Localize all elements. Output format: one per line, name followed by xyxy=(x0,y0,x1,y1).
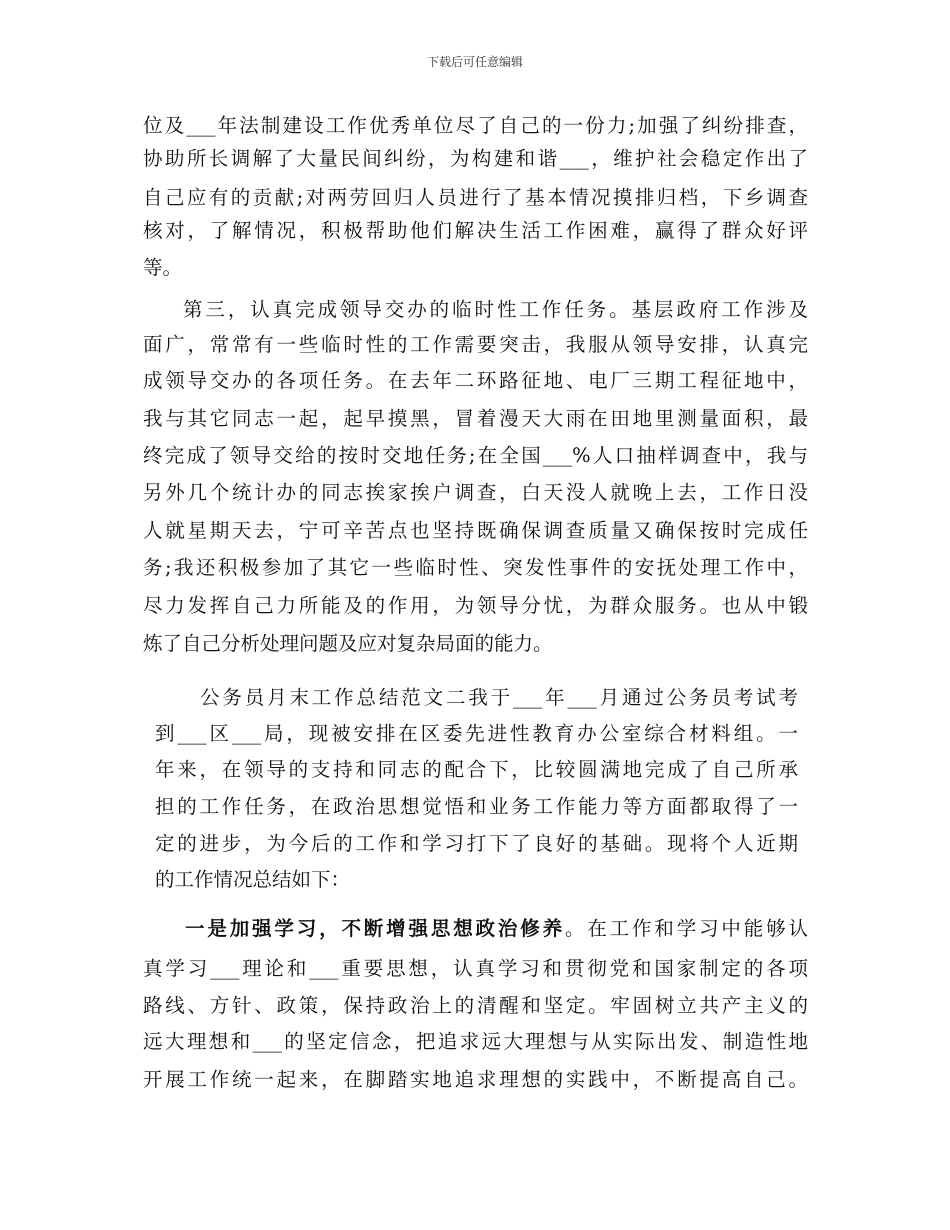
para1-line-1: 位及___年法制建设工作优秀单位尽了自己的一份力;加强了纠纷排查， xyxy=(143,114,808,137)
para4-lead-rest: 。在工作和学习中能够认 xyxy=(564,917,808,940)
para4-bold-lead: 一是加强学习，不断增强思想政治修养 xyxy=(185,917,565,940)
para2-line-2: 面广，常常有一些临时性的工作需要突击，我服从领导安排，认真完 xyxy=(143,333,808,356)
para2-line-9: 尽力发挥自己力所能及的作用，为领导分忧，为群众服务。也从中锻 xyxy=(143,594,808,617)
para4-line-3: 路线、方针、政策，保持政治上的清醒和坚定。牢固树立共产主义的 xyxy=(143,994,808,1017)
para1-line-4: 核对，了解情况，积极帮助他们解决生活工作困难，赢得了群众好评 xyxy=(143,219,808,242)
para2-line-8: 务;我还积极参加了其它一些临时性、突发性事件的安抚处理工作中， xyxy=(143,556,808,579)
para4-line-2: 真学习___理论和___重要思想，认真学习和贯彻党和国家制定的各项 xyxy=(143,957,808,980)
para4-line-1 xyxy=(185,914,808,944)
para3-line-6: 的工作情况总结如下： xyxy=(155,868,351,891)
para3-line-3: 年来，在领导的支持和同志的配合下，比较圆满地完成了自己所承 xyxy=(155,758,798,781)
para2-line-1: 第三，认真完成领导交办的临时性工作任务。基层政府工作涉及 xyxy=(183,298,808,321)
para3-line-5: 定的进步，为今后的工作和学习打下了良好的基础。现将个人近期 xyxy=(155,832,798,855)
para2-line-6: 另外几个统计办的同志挨家挨户调查，白天没人就晚上去，工作日没 xyxy=(143,481,808,504)
para2-line-10: 炼了自己分析处理问题及应对复杂局面的能力。 xyxy=(143,632,553,655)
para3-line-4: 担的工作任务，在政治思想觉悟和业务工作能力等方面都取得了一 xyxy=(155,795,798,818)
para4-line-5: 开展工作统一起来，在脚踏实地追求理想的实践中，不断提高自己。 xyxy=(143,1068,808,1091)
para2-line-5: 终完成了领导交给的按时交地任务;在全国___%人口抽样调查中，我与 xyxy=(143,444,808,467)
para1-line-2: 协助所长调解了大量民间纠纷，为构建和谐___，维护社会稳定作出了 xyxy=(143,147,808,170)
page-header: 下载后可任意编辑 xyxy=(426,55,523,69)
para4-line-4: 远大理想和___的坚定信念，把追求远大理想与从实际出发、制造性地 xyxy=(143,1030,808,1053)
para2-line-3: 成领导交办的各项任务。在去年二环路征地、电厂三期工程征地中， xyxy=(143,369,808,392)
para1-line-5: 等。 xyxy=(143,256,183,279)
para1-line-3: 自己应有的贡献;对两劳回归人员进行了基本情况摸排归档，下乡调查 xyxy=(143,186,808,209)
para3-line-2: 到___区___局，现被安排在区委先进性教育办公室综合材料组。一 xyxy=(155,722,798,745)
para2-line-7: 人就星期天去，宁可辛苦点也坚持既确保调查质量又确保按时完成任 xyxy=(143,519,808,542)
para3-line-1: 公务员月末工作总结范文二我于___年___月通过公务员考试考 xyxy=(200,686,798,709)
para2-line-4: 我与其它同志一起，起早摸黑，冒着漫天大雨在田地里测量面积，最 xyxy=(143,407,808,430)
